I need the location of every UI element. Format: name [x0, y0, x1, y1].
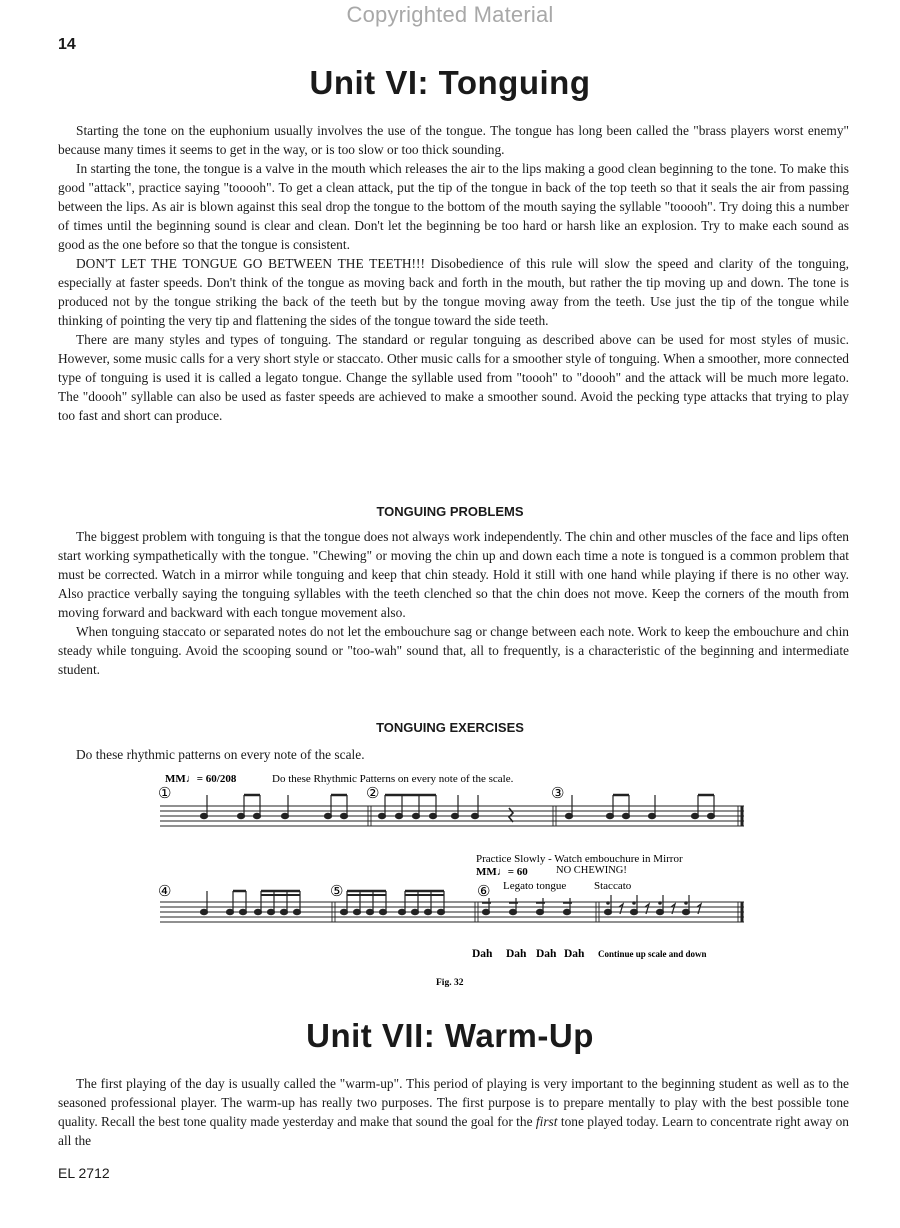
unit-6-body — [58, 121, 849, 425]
paragraph-text: tone played today. Learn to concentrate right away on all the — [58, 1114, 849, 1148]
paragraph: There are many styles and types of tonguing. The standard or regular tonguing as described above can be used for most styles of music. However, some music calls for a very short style or staccato. Other music calls for a smoother style of tonguing. When a smoother, more connected type of tonguing is used it is called a legato tongue. Change the syllable used from "toooh" to "doooh" and the attack will be much more legato. The "doooh" syllable can also be used as faster speeds are achieved to make a smoother sound. Avoid the pecking type attacks that trying to play too fast and short can produce. — [58, 332, 849, 423]
continue-note: Continue up scale and down — [598, 949, 707, 959]
staff-2-notes — [201, 891, 702, 915]
legato-label: Legato tongue — [503, 880, 567, 892]
pattern-number: ② — [366, 786, 380, 802]
paragraph: In starting the tone, the tongue is a valve in the mouth which releases the air to the lips making a good clean beginning to the tone. To make this good "attack", practice saying "tooooh". To get a clean attack, put the tip of the tongue in back of the top teeth so that it seals the air from passing between the lips. As air is blown against this seal drop the tongue to the bottom of the mouth saying the syllable "tooooh". Try doing this a number of times until the beginning sound is clear and clean. Don't let the beginning be too hard or harsh like an explosion. Try to make each sound as good as the one before so that the tongue is consistent. — [58, 161, 849, 252]
syllable-dah: Dah — [536, 948, 557, 960]
paragraph: Do these rhythmic patterns on every note of the scale. — [76, 747, 365, 762]
pattern-number: ① — [158, 786, 172, 802]
tempo-marking: MM♩= 60/208 — [165, 773, 237, 785]
copyright-watermark: Copyrighted Material — [346, 2, 554, 27]
tonguing-exercises-heading: TONGUING EXERCISES — [376, 720, 524, 735]
unit-6-title: Unit VI: Tonguing — [309, 64, 591, 101]
catalog-number: EL 2712 — [58, 1165, 110, 1181]
staccato-label: Staccato — [594, 880, 632, 892]
paragraph-text: The first playing of the day is usually called the "warm-up". This period of playing is very important to the beginning student as well as to the seasoned professional player. The warm-up has really two purposes. The first purpose is to prepare mentally to play with the best possible tone quality. Recall the best tone quality made yesterday and make that sound the goal for the — [58, 1076, 849, 1129]
syllable-dah: Dah — [564, 948, 585, 960]
paragraph: DON'T LET THE TONGUE GO BETWEEN THE TEETH!!! Disobedience of this rule will slow the speed and clarity of the tonguing, especially at faster speeds. Don't think of the tongue as moving back and forth in the mouth, but rather the tip moving up and down. The tone is produced not by the tongue striking the back of the teeth but by the tongue moving away from the teeth. Use just the tip of the tongue while thinking of pointing the very tip and flattening the sides of the tongue toward the side teeth. — [58, 256, 849, 328]
tempo-marking-2: MM♩= 60 — [476, 866, 528, 878]
pattern-number: ③ — [551, 786, 565, 802]
pattern-number: ⑥ — [477, 884, 491, 900]
unit-7-body — [58, 1074, 849, 1150]
syllable-dah: Dah — [472, 948, 493, 960]
paragraph: The biggest problem with tonguing is that the tongue does not always work independently. The chin and other muscles of the face and lips often start working sympathetically with the tongue. "Chewing" or moving the chin up and down each time a note is tongued is a common problem that must be corrected. Watch in a mirror while tonguing and keep that chin steady. Hold it still with one hand while playing if there is no other way. Also practice verbally saying the tonguing syllables with the teeth clenched so that the chin does not move. Keep the corners of the mouth from moving forward and backward with each tongue movement also. — [58, 529, 849, 620]
figure-instruction: Do these Rhythmic Patterns on every note of the scale. — [272, 773, 514, 785]
paragraph: When tonguing staccato or separated notes do not let the embouchure sag or change between each note. Work to keep the embouchure and chin steady while tonguing. Avoid the scooping sound or "too-wah" sound that, all to frequently, is a characteristic of the beginning and intermediate student. — [58, 624, 849, 677]
paragraph: Starting the tone on the euphonium usually involves the use of the tongue. The tongue has long been called the "brass players worst enemy" because many times it seems to get in the way, or is too slow or too thick sounding. — [58, 123, 849, 157]
tonguing-problems-heading: TONGUING PROBLEMS — [376, 504, 524, 519]
syllable-dah: Dah — [506, 948, 527, 960]
page-number: 14 — [58, 36, 76, 53]
music-figure — [0, 760, 900, 1000]
emphasis-first: first — [535, 1114, 558, 1129]
paragraph — [58, 1074, 849, 1150]
pattern-number: ④ — [158, 884, 172, 900]
practice-note: Practice Slowly - Watch embouchure in Mirror — [476, 853, 683, 865]
pattern-number: ⑤ — [330, 884, 344, 900]
no-chewing-label: NO CHEWING! — [556, 865, 627, 876]
figure-caption: Fig. 32 — [436, 978, 464, 988]
tonguing-problems-body — [58, 527, 849, 679]
staff-1-notes — [201, 795, 715, 822]
unit-7-title: Unit VII: Warm-Up — [306, 1017, 594, 1054]
